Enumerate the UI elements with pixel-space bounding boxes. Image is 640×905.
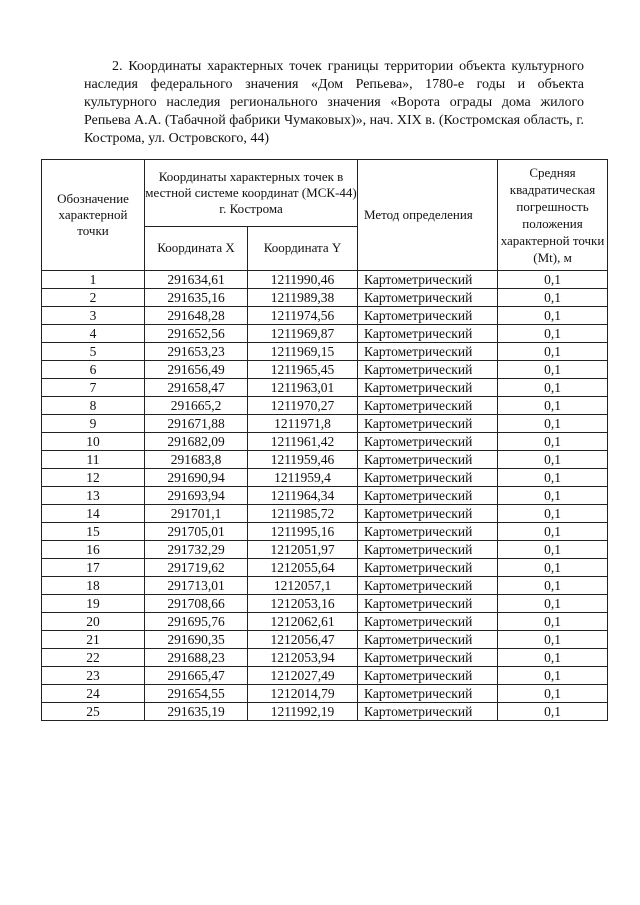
point-number-cell: 3 xyxy=(42,307,145,325)
coord-y-cell: 1211989,38 xyxy=(248,289,358,307)
error-cell: 0,1 xyxy=(498,649,608,667)
coord-x-cell: 291713,01 xyxy=(145,577,248,595)
method-cell: Картометрический xyxy=(358,685,498,703)
table-row xyxy=(42,523,608,541)
coord-x-cell: 291635,16 xyxy=(145,289,248,307)
method-cell: Картометрический xyxy=(358,451,498,469)
coord-x-cell: 291732,29 xyxy=(145,541,248,559)
coord-y-cell: 1212027,49 xyxy=(248,667,358,685)
method-cell: Картометрический xyxy=(358,379,498,397)
point-number-cell: 14 xyxy=(42,505,145,523)
error-cell: 0,1 xyxy=(498,325,608,343)
error-cell: 0,1 xyxy=(498,433,608,451)
point-number-cell: 20 xyxy=(42,613,145,631)
method-cell: Картометрический xyxy=(358,343,498,361)
error-cell: 0,1 xyxy=(498,595,608,613)
point-number-cell: 13 xyxy=(42,487,145,505)
error-cell: 0,1 xyxy=(498,541,608,559)
error-cell: 0,1 xyxy=(498,577,608,595)
coord-x-cell: 291688,23 xyxy=(145,649,248,667)
coord-y-cell: 1211961,42 xyxy=(248,433,358,451)
table-row xyxy=(42,577,608,595)
point-number-cell: 7 xyxy=(42,379,145,397)
coord-x-cell: 291658,47 xyxy=(145,379,248,397)
coord-x-cell: 291708,66 xyxy=(145,595,248,613)
point-number-cell: 2 xyxy=(42,289,145,307)
coord-y-cell: 1212053,94 xyxy=(248,649,358,667)
method-cell: Картометрический xyxy=(358,415,498,433)
error-cell: 0,1 xyxy=(498,271,608,289)
error-cell: 0,1 xyxy=(498,523,608,541)
method-cell: Картометрический xyxy=(358,703,498,721)
coord-y-cell: 1211963,01 xyxy=(248,379,358,397)
coord-x-cell: 291695,76 xyxy=(145,613,248,631)
point-number-cell: 11 xyxy=(42,451,145,469)
coord-x-cell: 291671,88 xyxy=(145,415,248,433)
coord-y-cell: 1211965,45 xyxy=(248,361,358,379)
method-cell: Картометрический xyxy=(358,649,498,667)
table-row xyxy=(42,559,608,577)
header-coord-x: Координата X xyxy=(145,226,248,270)
method-cell: Картометрический xyxy=(358,577,498,595)
method-cell: Картометрический xyxy=(358,361,498,379)
point-number-cell: 23 xyxy=(42,667,145,685)
coord-y-cell: 1211969,15 xyxy=(248,343,358,361)
table-row xyxy=(42,469,608,487)
coord-x-cell: 291656,49 xyxy=(145,361,248,379)
coord-y-cell: 1212055,64 xyxy=(248,559,358,577)
point-number-cell: 16 xyxy=(42,541,145,559)
point-number-cell: 22 xyxy=(42,649,145,667)
point-number-cell: 4 xyxy=(42,325,145,343)
error-cell: 0,1 xyxy=(498,343,608,361)
error-cell: 0,1 xyxy=(498,487,608,505)
method-cell: Картометрический xyxy=(358,595,498,613)
coord-x-cell: 291705,01 xyxy=(145,523,248,541)
table-row xyxy=(42,289,608,307)
error-cell: 0,1 xyxy=(498,307,608,325)
coord-y-cell: 1211995,16 xyxy=(248,523,358,541)
coord-y-cell: 1211974,56 xyxy=(248,307,358,325)
error-cell: 0,1 xyxy=(498,289,608,307)
coord-y-cell: 1211992,19 xyxy=(248,703,358,721)
method-cell: Картометрический xyxy=(358,307,498,325)
header-error: Средняя квадратическая погрешность положения характерной точки (Mt), м xyxy=(498,160,608,271)
method-cell: Картометрический xyxy=(358,487,498,505)
coord-y-cell: 1212014,79 xyxy=(248,685,358,703)
error-cell: 0,1 xyxy=(498,559,608,577)
table-row xyxy=(42,541,608,559)
method-cell: Картометрический xyxy=(358,325,498,343)
point-number-cell: 12 xyxy=(42,469,145,487)
point-number-cell: 6 xyxy=(42,361,145,379)
method-cell: Картометрический xyxy=(358,667,498,685)
method-cell: Картометрический xyxy=(358,613,498,631)
table-row xyxy=(42,649,608,667)
coord-x-cell: 291652,56 xyxy=(145,325,248,343)
table-row xyxy=(42,595,608,613)
coord-y-cell: 1211990,46 xyxy=(248,271,358,289)
table-row xyxy=(42,271,608,289)
point-number-cell: 10 xyxy=(42,433,145,451)
method-cell: Картометрический xyxy=(358,559,498,577)
error-cell: 0,1 xyxy=(498,397,608,415)
coord-x-cell: 291690,35 xyxy=(145,631,248,649)
coord-y-cell: 1212053,16 xyxy=(248,595,358,613)
coord-x-cell: 291690,94 xyxy=(145,469,248,487)
point-number-cell: 9 xyxy=(42,415,145,433)
coord-x-cell: 291665,47 xyxy=(145,667,248,685)
error-cell: 0,1 xyxy=(498,505,608,523)
method-cell: Картометрический xyxy=(358,469,498,487)
coord-y-cell: 1211964,34 xyxy=(248,487,358,505)
table-row xyxy=(42,685,608,703)
method-cell: Картометрический xyxy=(358,289,498,307)
table-row xyxy=(42,307,608,325)
table-row xyxy=(42,487,608,505)
method-cell: Картометрический xyxy=(358,523,498,541)
table-row xyxy=(42,343,608,361)
method-cell: Картометрический xyxy=(358,433,498,451)
point-number-cell: 5 xyxy=(42,343,145,361)
coordinates-table xyxy=(41,159,608,721)
method-cell: Картометрический xyxy=(358,271,498,289)
error-cell: 0,1 xyxy=(498,415,608,433)
error-cell: 0,1 xyxy=(498,361,608,379)
coord-y-cell: 1211971,8 xyxy=(248,415,358,433)
error-cell: 0,1 xyxy=(498,685,608,703)
error-cell: 0,1 xyxy=(498,379,608,397)
method-cell: Картометрический xyxy=(358,631,498,649)
error-cell: 0,1 xyxy=(498,451,608,469)
coord-y-cell: 1212056,47 xyxy=(248,631,358,649)
point-number-cell: 25 xyxy=(42,703,145,721)
point-number-cell: 15 xyxy=(42,523,145,541)
section-heading xyxy=(84,58,584,148)
point-number-cell: 24 xyxy=(42,685,145,703)
coord-y-cell: 1212057,1 xyxy=(248,577,358,595)
table-row xyxy=(42,451,608,469)
coord-y-cell: 1211970,27 xyxy=(248,397,358,415)
coord-x-cell: 291719,62 xyxy=(145,559,248,577)
coord-x-cell: 291635,19 xyxy=(145,703,248,721)
table-row xyxy=(42,631,608,649)
point-number-cell: 1 xyxy=(42,271,145,289)
coord-x-cell: 291682,09 xyxy=(145,433,248,451)
coord-x-cell: 291701,1 xyxy=(145,505,248,523)
table-row xyxy=(42,613,608,631)
coord-x-cell: 291648,28 xyxy=(145,307,248,325)
point-number-cell: 18 xyxy=(42,577,145,595)
coord-y-cell: 1212051,97 xyxy=(248,541,358,559)
header-point: Обозначение характерной точки xyxy=(42,160,145,271)
header-coord-y: Координата Y xyxy=(248,226,358,270)
point-number-cell: 17 xyxy=(42,559,145,577)
table-row xyxy=(42,379,608,397)
table-row xyxy=(42,415,608,433)
header-method: Метод определения xyxy=(358,160,498,271)
section-heading-text: 2. Координаты характерных точек границы территории объекта культурного наследия федерального значения «Дом Репьева», 1780-е годы и объекта культурного наследия регионального значения «Ворота ограды дома жилого Репьева А.А. (Табачной фабрики Чумаковых)», нач. XIX в. (Костромская область, г. Кострома, ул. Островского, 44) xyxy=(84,59,584,146)
error-cell: 0,1 xyxy=(498,631,608,649)
method-cell: Картометрический xyxy=(358,397,498,415)
coord-x-cell: 291653,23 xyxy=(145,343,248,361)
table-row xyxy=(42,325,608,343)
coord-y-cell: 1211959,4 xyxy=(248,469,358,487)
error-cell: 0,1 xyxy=(498,613,608,631)
coord-y-cell: 1211969,87 xyxy=(248,325,358,343)
coord-x-cell: 291654,55 xyxy=(145,685,248,703)
table-body xyxy=(42,271,608,721)
coord-x-cell: 291634,61 xyxy=(145,271,248,289)
coord-x-cell: 291693,94 xyxy=(145,487,248,505)
error-cell: 0,1 xyxy=(498,703,608,721)
coord-x-cell: 291683,8 xyxy=(145,451,248,469)
error-cell: 0,1 xyxy=(498,469,608,487)
point-number-cell: 8 xyxy=(42,397,145,415)
point-number-cell: 21 xyxy=(42,631,145,649)
coord-y-cell: 1212062,61 xyxy=(248,613,358,631)
table-row xyxy=(42,505,608,523)
header-coordinates: Координаты характерных точек в местной системе координат (МСК-44) г. Кострома xyxy=(145,160,358,227)
point-number-cell: 19 xyxy=(42,595,145,613)
table-row xyxy=(42,361,608,379)
error-cell: 0,1 xyxy=(498,667,608,685)
table-row xyxy=(42,667,608,685)
table-row xyxy=(42,397,608,415)
coord-x-cell: 291665,2 xyxy=(145,397,248,415)
table-row xyxy=(42,433,608,451)
method-cell: Картометрический xyxy=(358,505,498,523)
table-row xyxy=(42,703,608,721)
coord-y-cell: 1211959,46 xyxy=(248,451,358,469)
method-cell: Картометрический xyxy=(358,541,498,559)
coord-y-cell: 1211985,72 xyxy=(248,505,358,523)
